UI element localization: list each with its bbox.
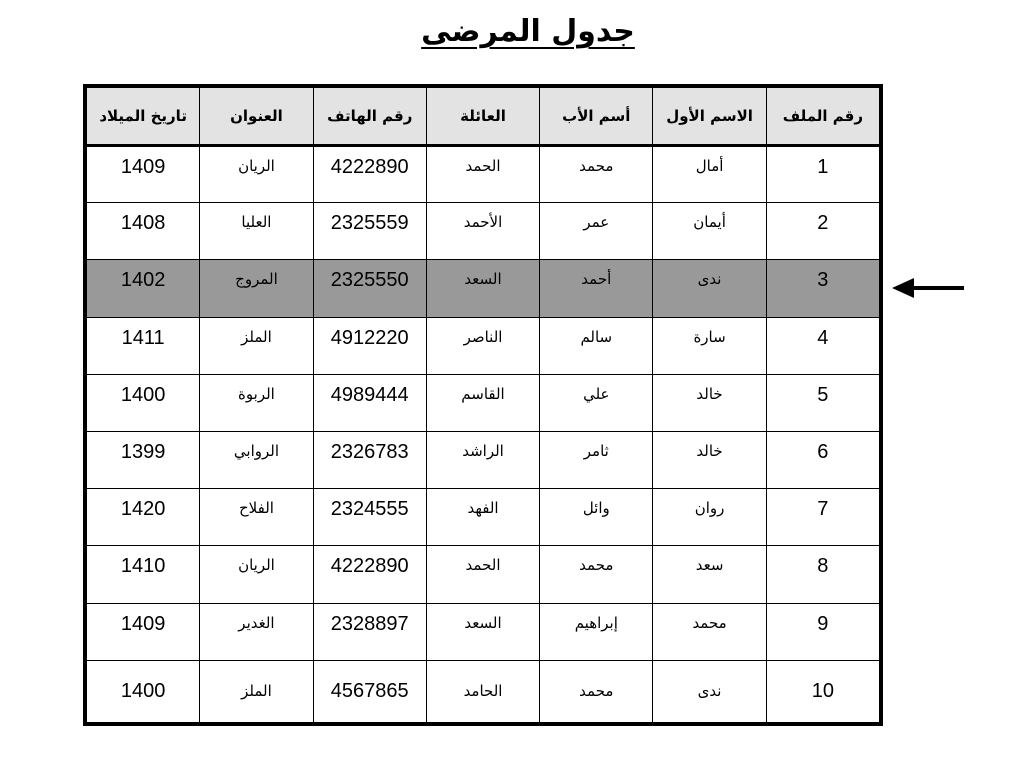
column-header-phone: رقم الهاتف — [313, 88, 426, 146]
cell-address: الريان — [200, 146, 313, 203]
cell-file-number: 9 — [766, 603, 879, 660]
cell-address: الربوة — [200, 374, 313, 431]
cell-family-name: القاسم — [426, 374, 539, 431]
cell-birth-date: 1409 — [87, 603, 200, 660]
cell-family-name: الحمد — [426, 546, 539, 603]
cell-first-name: ندى — [653, 260, 766, 317]
cell-family-name: السعد — [426, 260, 539, 317]
cell-family-name: الحامد — [426, 660, 539, 722]
cell-father-name: علي — [540, 374, 653, 431]
cell-first-name: أيمان — [653, 203, 766, 260]
cell-father-name: وائل — [540, 489, 653, 546]
cell-file-number: 3 — [766, 260, 879, 317]
cell-birth-date: 1399 — [87, 431, 200, 488]
cell-file-number: 6 — [766, 431, 879, 488]
cell-father-name: أحمد — [540, 260, 653, 317]
cell-first-name: سعد — [653, 546, 766, 603]
table-row — [87, 546, 880, 603]
cell-birth-date: 1400 — [87, 660, 200, 722]
arrow-left-icon — [892, 276, 966, 300]
table-row — [87, 374, 880, 431]
cell-family-name: السعد — [426, 603, 539, 660]
column-header-family-name: العائلة — [426, 88, 539, 146]
page-title: جدول المرضى — [421, 14, 635, 49]
cell-father-name: عمر — [540, 203, 653, 260]
table-row — [87, 146, 880, 203]
table-row — [87, 603, 880, 660]
cell-first-name: أمال — [653, 146, 766, 203]
cell-first-name: ندى — [653, 660, 766, 722]
cell-phone: 4912220 — [313, 317, 426, 374]
cell-birth-date: 1409 — [87, 146, 200, 203]
cell-family-name: الناصر — [426, 317, 539, 374]
cell-father-name: إبراهيم — [540, 603, 653, 660]
patients-table-frame — [83, 84, 883, 726]
cell-address: الملز — [200, 660, 313, 722]
column-header-first-name: الاسم الأول — [653, 88, 766, 146]
cell-birth-date: 1408 — [87, 203, 200, 260]
cell-file-number: 10 — [766, 660, 879, 722]
table-row — [87, 489, 880, 546]
cell-birth-date: 1402 — [87, 260, 200, 317]
cell-address: المروج — [200, 260, 313, 317]
cell-file-number: 4 — [766, 317, 879, 374]
cell-first-name: خالد — [653, 374, 766, 431]
cell-father-name: محمد — [540, 546, 653, 603]
cell-address: الروابي — [200, 431, 313, 488]
table-row — [87, 317, 880, 374]
cell-phone: 4567865 — [313, 660, 426, 722]
cell-phone: 2325559 — [313, 203, 426, 260]
cell-phone: 4989444 — [313, 374, 426, 431]
cell-first-name: سارة — [653, 317, 766, 374]
column-header-father-name: أسم الأب — [540, 88, 653, 146]
cell-family-name: الراشد — [426, 431, 539, 488]
cell-birth-date: 1411 — [87, 317, 200, 374]
cell-file-number: 8 — [766, 546, 879, 603]
cell-first-name: محمد — [653, 603, 766, 660]
cell-phone: 2325550 — [313, 260, 426, 317]
cell-phone: 4222890 — [313, 146, 426, 203]
cell-file-number: 2 — [766, 203, 879, 260]
cell-family-name: الفهد — [426, 489, 539, 546]
cell-address: الفلاح — [200, 489, 313, 546]
cell-address: الملز — [200, 317, 313, 374]
cell-file-number: 7 — [766, 489, 879, 546]
cell-phone: 2328897 — [313, 603, 426, 660]
cell-file-number: 1 — [766, 146, 879, 203]
cell-address: العليا — [200, 203, 313, 260]
cell-family-name: الحمد — [426, 146, 539, 203]
column-header-address: العنوان — [200, 88, 313, 146]
cell-father-name: سالم — [540, 317, 653, 374]
cell-first-name: خالد — [653, 431, 766, 488]
cell-address: الغدير — [200, 603, 313, 660]
cell-father-name: محمد — [540, 146, 653, 203]
table-row-highlighted — [87, 260, 880, 317]
cell-phone: 2324555 — [313, 489, 426, 546]
cell-file-number: 5 — [766, 374, 879, 431]
patients-table — [86, 87, 880, 723]
cell-father-name: محمد — [540, 660, 653, 722]
cell-birth-date: 1420 — [87, 489, 200, 546]
cell-family-name: الأحمد — [426, 203, 539, 260]
column-header-birth-date: تاريخ الميلاد — [87, 88, 200, 146]
cell-birth-date: 1400 — [87, 374, 200, 431]
column-header-file-number: رقم الملف — [766, 88, 879, 146]
cell-first-name: روان — [653, 489, 766, 546]
table-row — [87, 660, 880, 722]
cell-phone: 4222890 — [313, 546, 426, 603]
table-header-row — [87, 88, 880, 146]
cell-phone: 2326783 — [313, 431, 426, 488]
table-row — [87, 203, 880, 260]
table-row — [87, 431, 880, 488]
cell-father-name: ثامر — [540, 431, 653, 488]
cell-birth-date: 1410 — [87, 546, 200, 603]
cell-address: الريان — [200, 546, 313, 603]
